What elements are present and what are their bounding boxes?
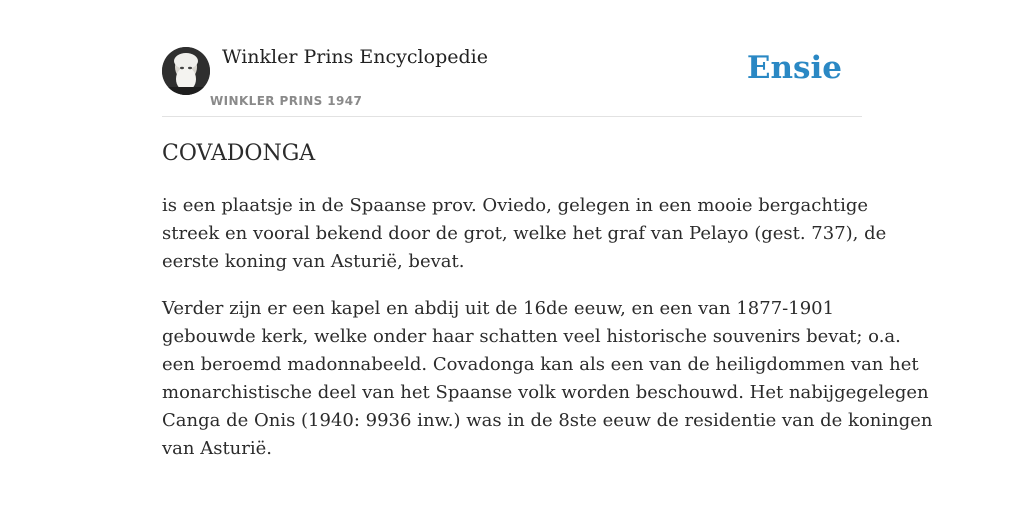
paragraph-line: van Asturië. <box>162 438 273 459</box>
publication-name[interactable]: Winkler Prins Encyclopedie <box>222 46 488 68</box>
article-title: COVADONGA <box>162 141 316 166</box>
portrait-icon <box>162 47 210 95</box>
article-paragraph <box>162 192 887 276</box>
ensie-logo[interactable]: Ensie <box>746 50 842 86</box>
paragraph-line: streek en vooral bekend door de grot, welke het graf van Pelayo (gest. 737), de <box>162 223 887 244</box>
paragraph-line: een beroemd madonnabeeld. Covadonga kan als een van de heiligdommen van het <box>162 354 919 375</box>
publication-subtitle[interactable]: WINKLER PRINS 1947 <box>210 94 363 108</box>
paragraph-line: is een plaatsje in de Spaanse prov. Oviedo, gelegen in een mooie bergachtige <box>162 195 869 216</box>
paragraph-line: monarchistische deel van het Spaanse volk worden beschouwd. Het nabijgegelegen <box>162 382 929 403</box>
author-avatar[interactable] <box>162 47 210 95</box>
paragraph-line: Canga de Onis (1940: 9936 inw.) was in de 8ste eeuw de residentie van de koningen <box>162 410 933 431</box>
paragraph-line: gebouwde kerk, welke onder haar schatten veel historische souvenirs bevat; o.a. <box>162 326 901 347</box>
paragraph-line: Verder zijn er een kapel en abdij uit de 16de eeuw, en een van 1877-1901 <box>162 298 835 319</box>
article-paragraph <box>162 295 933 463</box>
article-header <box>162 46 862 117</box>
paragraph-line: eerste koning van Asturië, bevat. <box>162 251 465 272</box>
